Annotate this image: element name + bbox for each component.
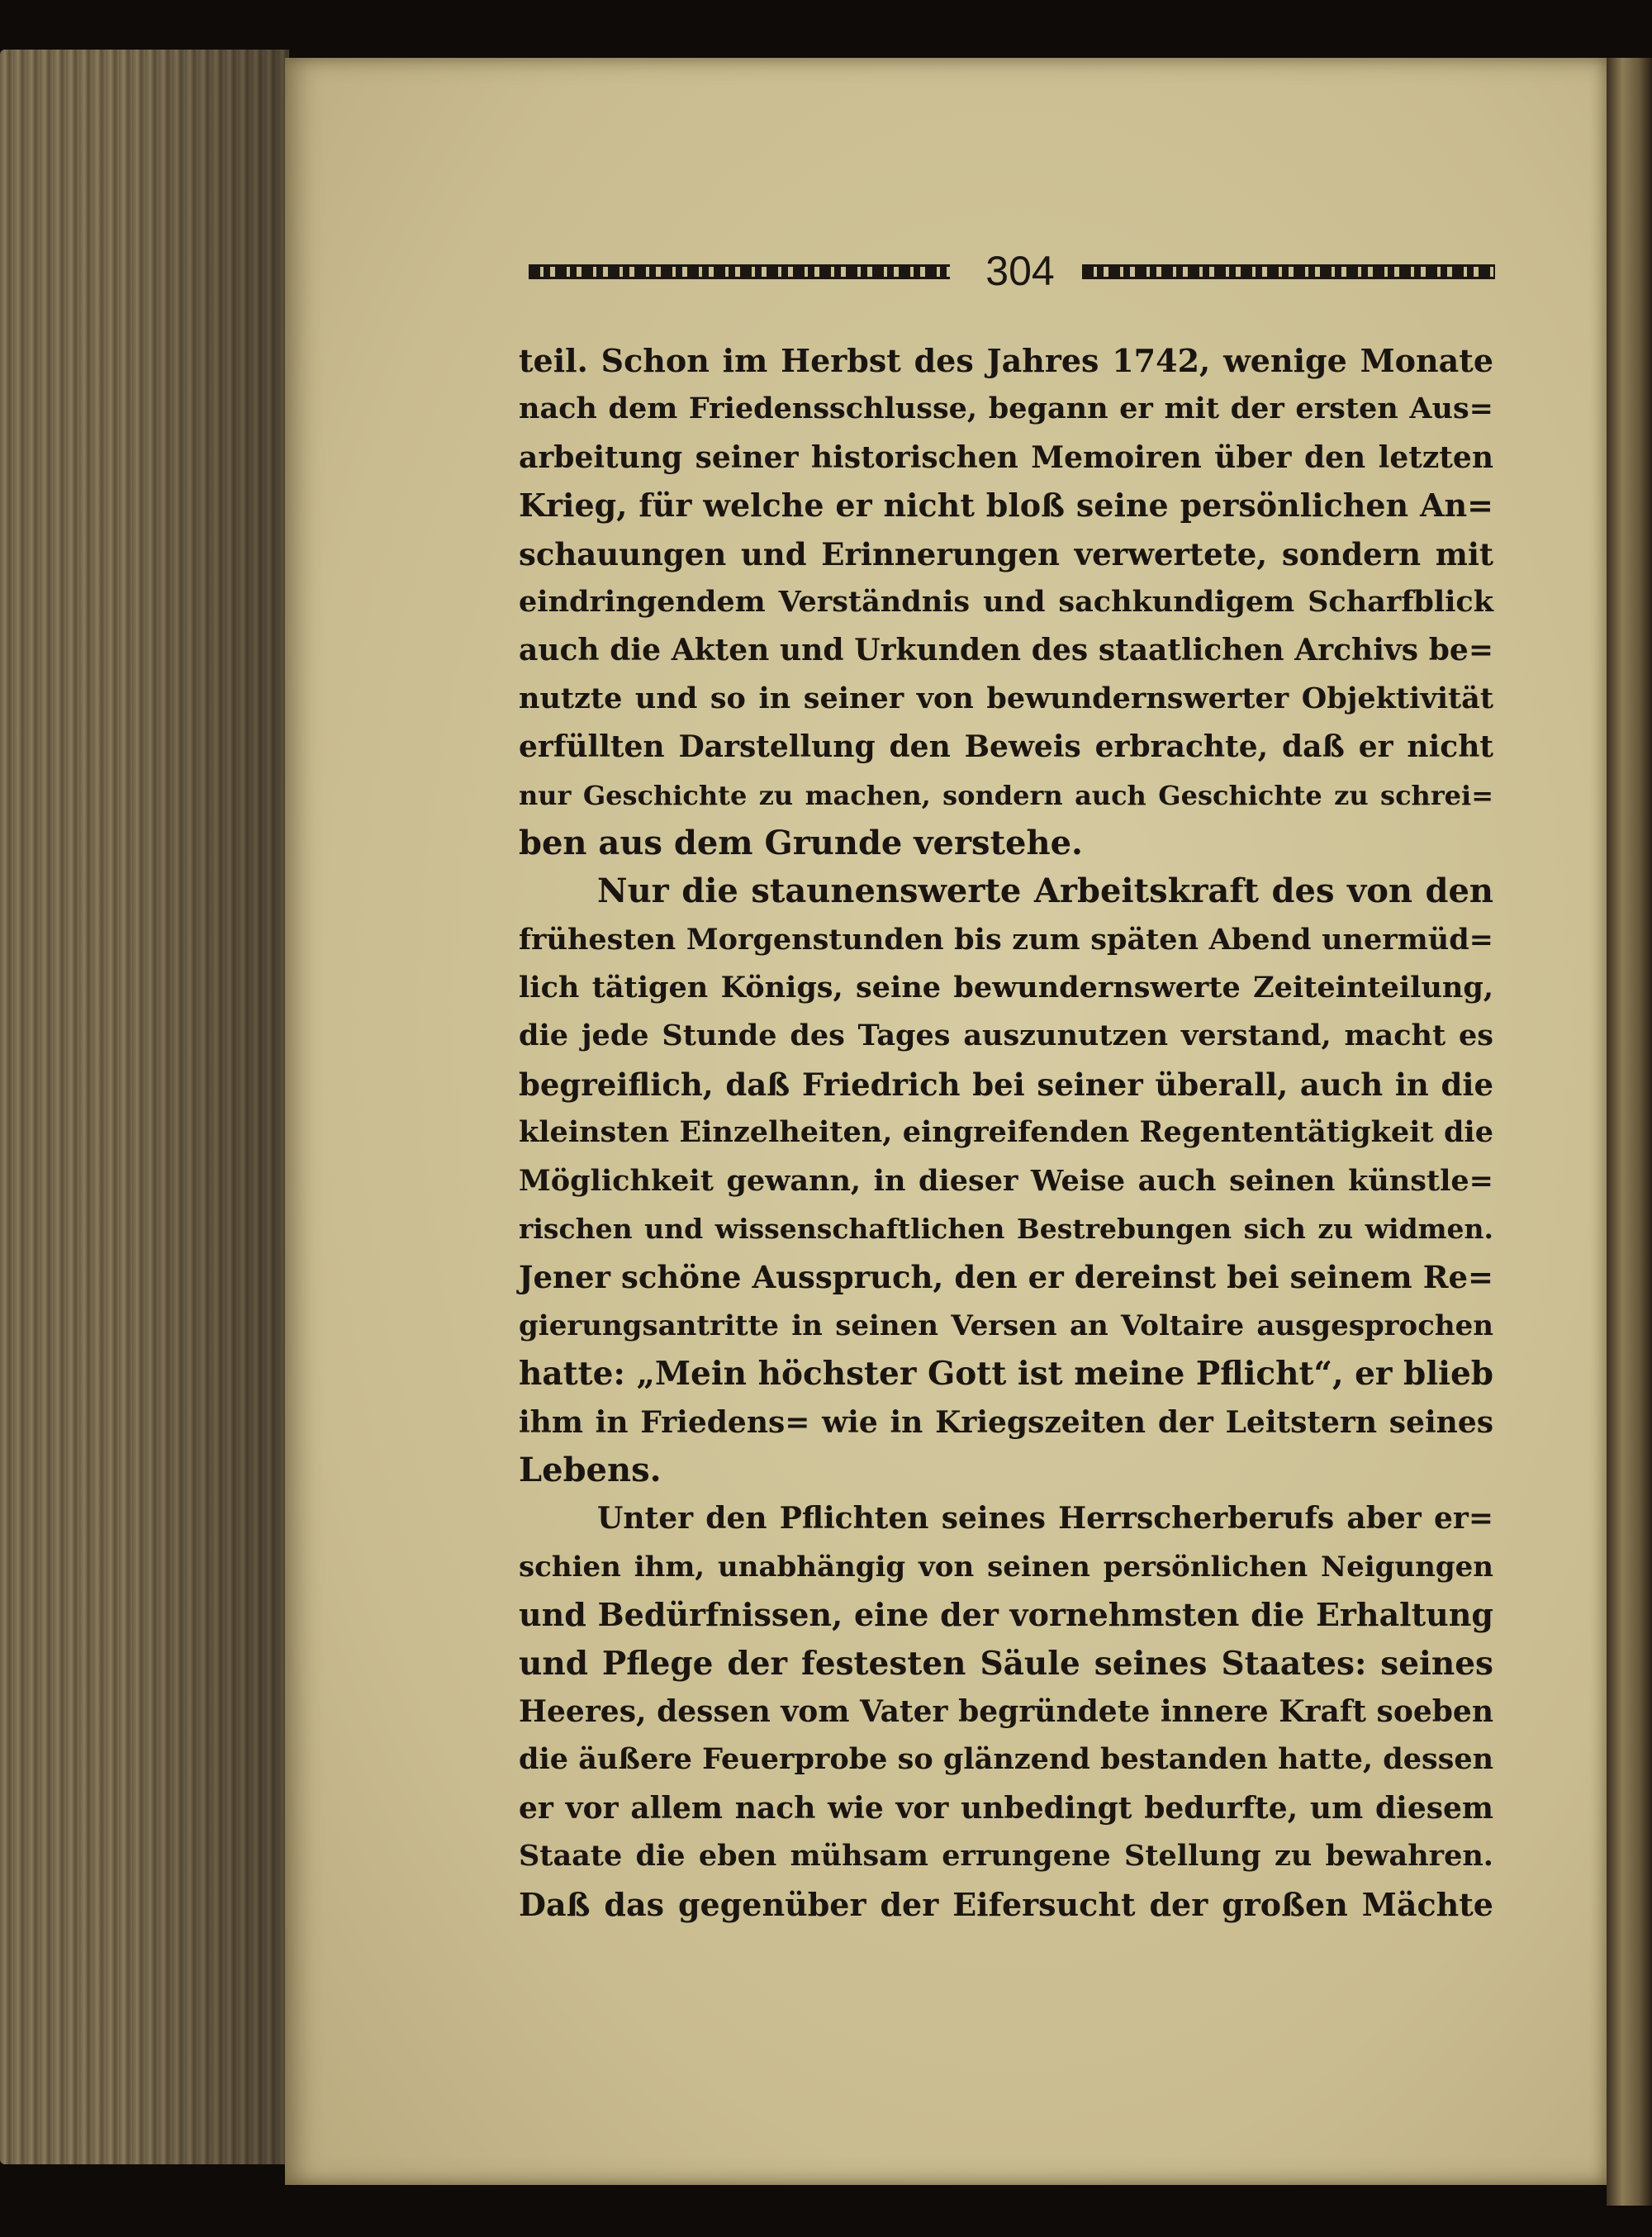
header-ornament-right [1082,264,1495,279]
text-line: nutzte und so in seiner von bewundernswerter Objektivität [519,681,1493,715]
text-line: hatte: „Mein höchster Gott ist meine Pflicht“, er blieb [519,1355,1494,1394]
text-line: nach dem Friedensschlusse, begann er mit der ersten Aus= [519,392,1493,426]
text-line: Heeres, dessen vom Vater begründete innere Kraft soeben [519,1693,1493,1729]
text-line: erfüllten Darstellung den Beweis erbrachte, daß er nicht [519,729,1493,765]
page-header [529,246,1495,296]
next-page-edge [1607,58,1652,2206]
header-ornament-left [529,264,950,279]
page-number: 304 [985,248,1055,294]
text-line: Jener schöne Ausspruch, den er dereinst bei seinem Re= [519,1259,1493,1296]
text-line: und Pflege der festesten Säule seines Staates: seines [519,1644,1493,1683]
text-line: die jede Stunde des Tages auszunutzen verstand, macht es [519,1019,1493,1053]
text-line: eindringendem Verständnis und sachkundigem Scharfblick [519,584,1493,619]
text-line: schauungen und Erinnerungen verwertete, sondern mit [519,535,1493,572]
page-stack-shadow [124,50,289,2164]
text-line: Nur die staunenswerte Arbeitskraft des von den [597,872,1493,911]
text-line: ihm in Friedens= wie in Kriegszeiten der Leitstern seines [519,1404,1493,1440]
text-line: lich tätigen Königs, seine bewundernswerte Zeiteinteilung, [519,971,1493,1005]
text-line: arbeitung seiner historischen Memoiren über den letzten [519,439,1493,475]
text-line: Staate die eben mühsam errungene Stellung zu bewahren. [519,1839,1493,1874]
text-line: er vor allem nach wie vor unbedingt bedurfte, um diesem [519,1790,1493,1826]
text-line: Krieg, für welche er nicht bloß seine persönlichen An= [519,487,1493,525]
text-line: rischen und wissenschaftlichen Bestrebungen sich zu widmen. [519,1213,1493,1246]
text-line: Daß das gegenüber der Eifersucht der großen Mächte [519,1885,1493,1923]
text-line: auch die Akten und Urkunden des staatlichen Archivs be= [519,633,1493,668]
text-line: teil. Schon im Herbst des Jahres 1742, wenige Monate [519,342,1493,379]
text-line: schien ihm, unabhängig von seinen persönlichen Neigungen [519,1550,1493,1584]
body-text [519,337,1493,1929]
text-line: Unter den Pflichten seines Herrscherberufs aber er= [597,1501,1493,1536]
text-line: frühesten Morgenstunden bis zum späten Abend unermüd= [519,922,1493,957]
text-line: begreiflich, daß Friedrich bei seiner überall, auch in die [519,1066,1493,1103]
text-line: Möglichkeit gewann, in dieser Weise auch seinen künstle= [519,1163,1493,1198]
text-line: ben aus dem Grunde verstehe. [519,823,1083,862]
text-line: und Bedürfnissen, eine der vornehmsten die Erhaltung [519,1596,1493,1634]
text-line: gierungsantritte in seinen Versen an Voltaire ausgesprochen [519,1308,1493,1342]
text-line: die äußere Feuerprobe so glänzend bestanden hatte, dessen [519,1742,1494,1777]
text-line: nur Geschichte zu machen, sondern auch Geschichte zu schrei= [519,779,1493,811]
text-line: Lebens. [519,1450,662,1489]
text-line: kleinsten Einzelheiten, eingreifenden Regententätigkeit die [519,1115,1493,1150]
